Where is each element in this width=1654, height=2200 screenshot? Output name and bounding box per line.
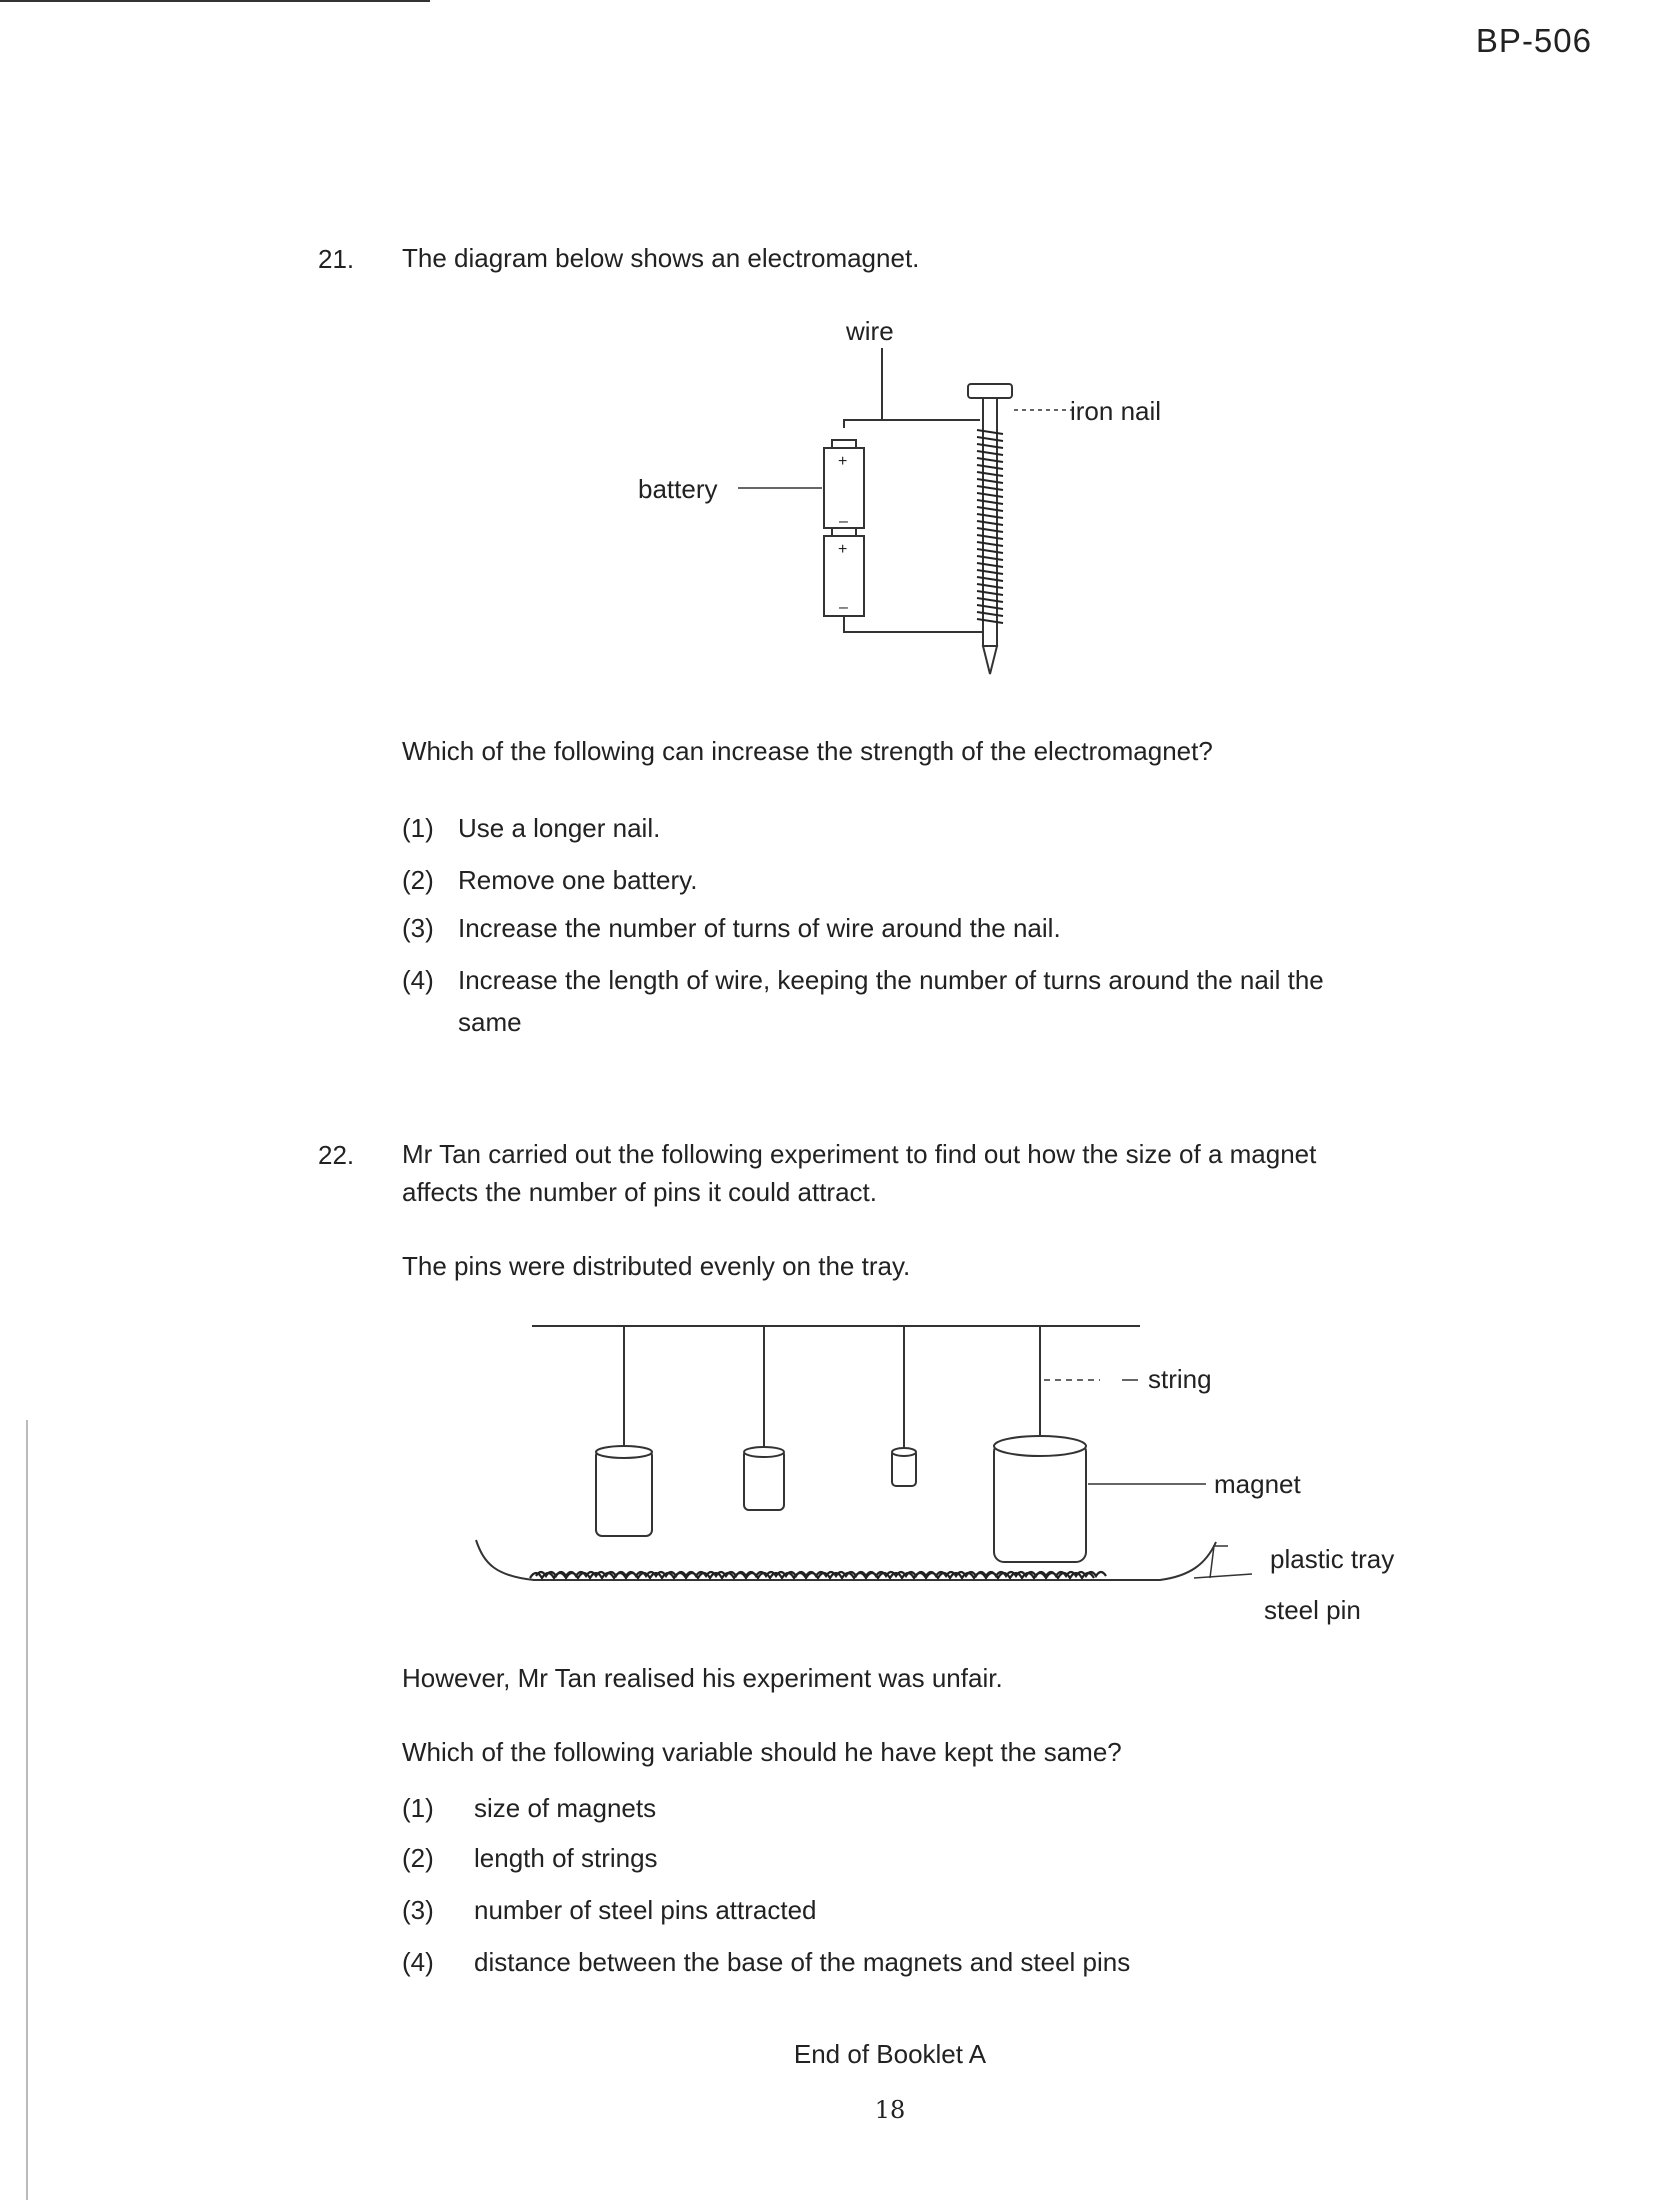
- steel-pins: [530, 1572, 1106, 1578]
- magnet-4: [994, 1442, 1086, 1562]
- iron-nail-label: iron nail: [1070, 396, 1162, 426]
- q21-number: 21.: [318, 244, 355, 274]
- q21-option-2: (2) Remove one battery.: [402, 865, 698, 895]
- svg-text:+: +: [838, 541, 848, 558]
- magnet-label: magnet: [1214, 1469, 1301, 1499]
- electromagnet-diagram: [600, 300, 1240, 700]
- q22-option-1: (1) size of magnets: [402, 1793, 657, 1823]
- magnet-experiment-diagram: [470, 1310, 1450, 1640]
- q22-option-2: (2) length of strings: [402, 1843, 658, 1873]
- steel-pin-label: steel pin: [1264, 1595, 1361, 1625]
- q21-option-1: (1) Use a longer nail.: [402, 813, 661, 843]
- magnet-1: [596, 1450, 652, 1536]
- q22-stem-line-1: Mr Tan carried out the following experiment to find out how the size of a magnet: [402, 1139, 1317, 1169]
- q21-option-4-continuation: same: [458, 1007, 522, 1037]
- svg-text:–: –: [839, 513, 848, 530]
- q21-option-3: (3) Increase the number of turns of wire around the nail.: [402, 913, 1061, 943]
- nail-head: [968, 384, 1012, 398]
- left-margin-rule: [26, 1420, 28, 2200]
- magnet-2: [744, 1450, 784, 1510]
- q22-question: Which of the following variable should he have kept the same?: [402, 1737, 1122, 1767]
- q21-option-4: (4) Increase the length of wire, keeping the number of turns around the nail the: [402, 965, 1324, 995]
- svg-text:+: +: [838, 453, 848, 470]
- top-rule: [0, 0, 430, 2]
- q22-stem-2: The pins were distributed evenly on the tray.: [402, 1251, 911, 1281]
- q21-stem: The diagram below shows an electromagnet.: [402, 243, 920, 273]
- wire-label: wire: [846, 316, 894, 346]
- paper-code: BP-506: [1475, 22, 1592, 59]
- q22-number: 22.: [318, 1140, 355, 1170]
- q22-after: However, Mr Tan realised his experiment was unfair.: [402, 1663, 1003, 1693]
- q22-stem-line-2: affects the number of pins it could attract.: [402, 1177, 877, 1207]
- q21-question: Which of the following can increase the strength of the electromagnet?: [402, 736, 1213, 766]
- battery-label: battery: [638, 474, 718, 504]
- page-number: 18: [874, 2096, 906, 2124]
- svg-text:–: –: [839, 599, 848, 616]
- q22-option-3: (3) number of steel pins attracted: [402, 1895, 817, 1925]
- string-label: string: [1148, 1364, 1212, 1394]
- q22-option-4: (4) distance between the base of the magnets and steel pins: [402, 1947, 1131, 1977]
- plastic-tray-label: plastic tray: [1270, 1544, 1395, 1574]
- end-of-booklet: End of Booklet A: [793, 2039, 987, 2069]
